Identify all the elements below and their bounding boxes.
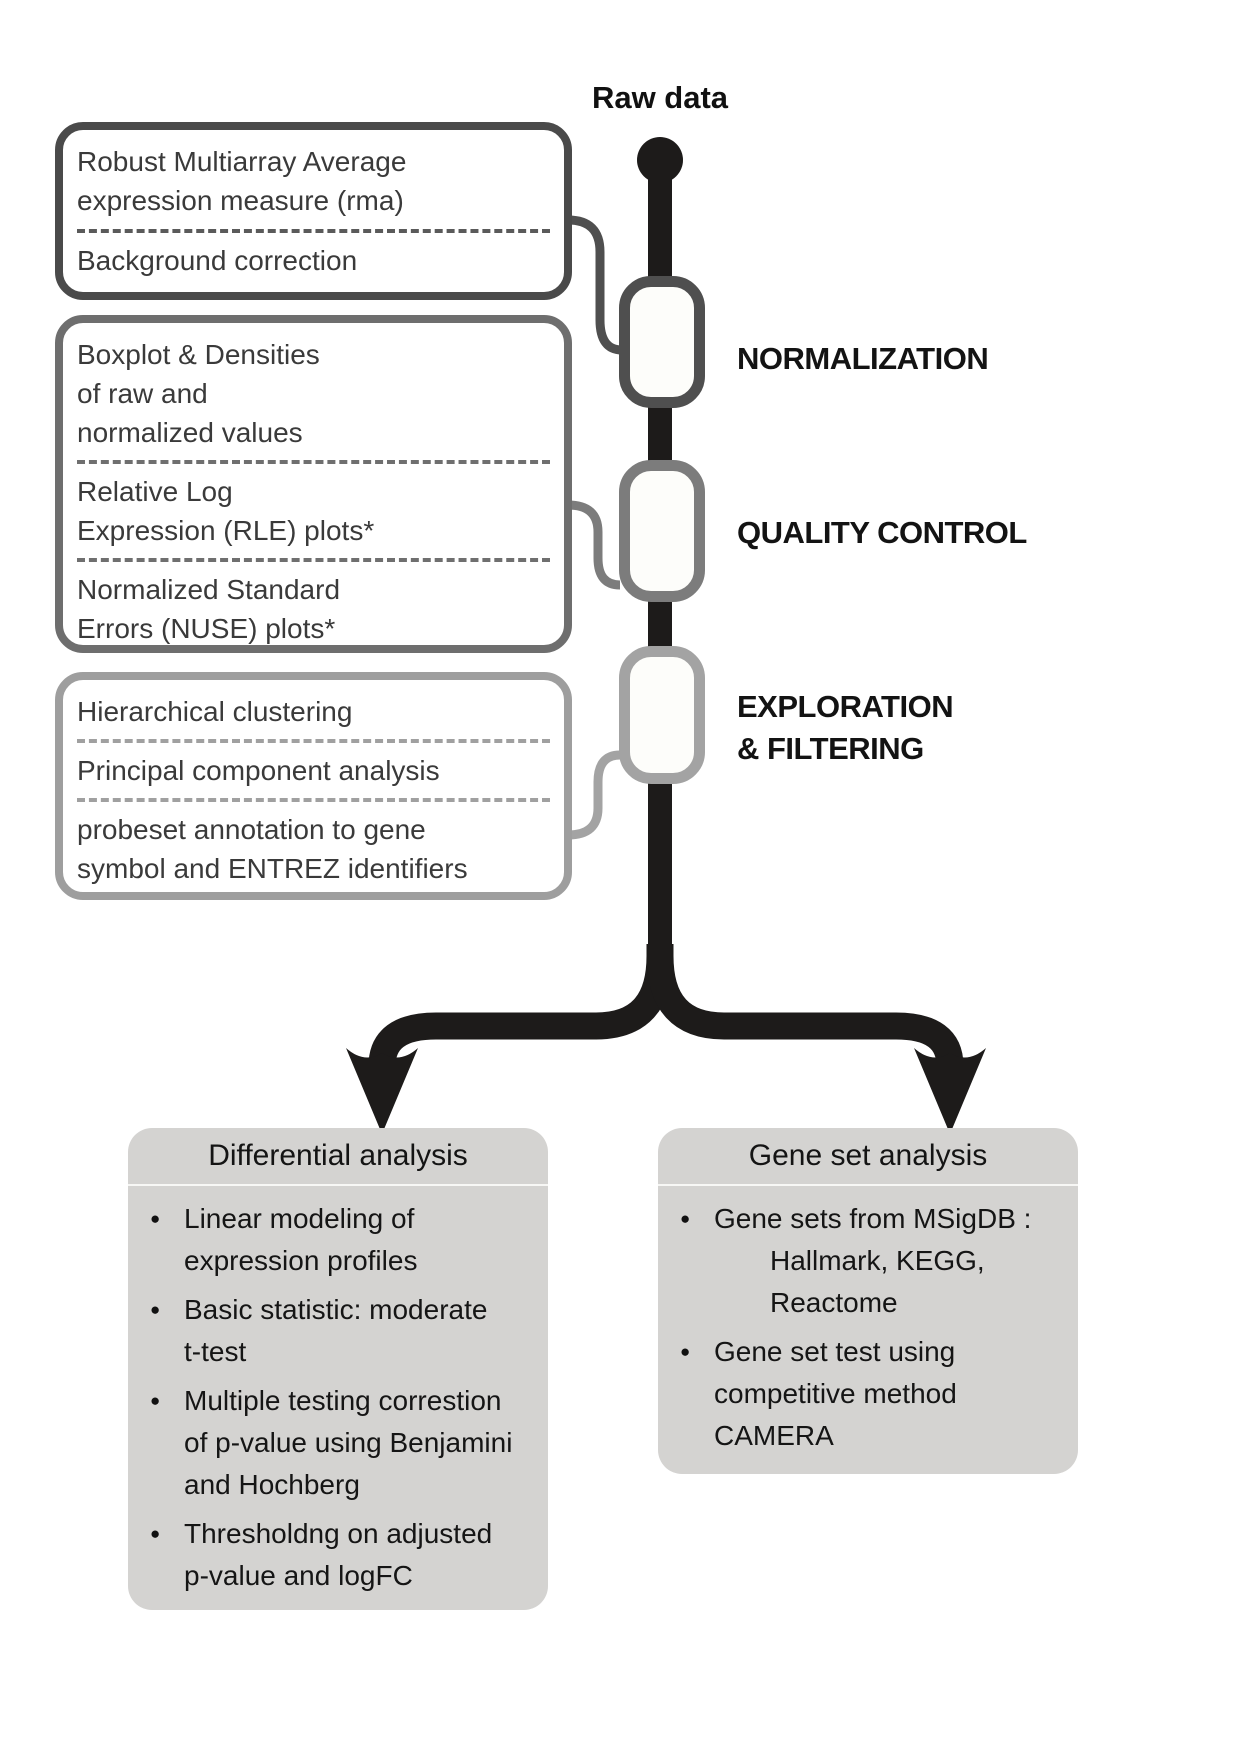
- step-line: probeset annotation to gene: [77, 814, 426, 845]
- step-section: [75, 806, 552, 892]
- panel-differential-analysis: [128, 1128, 548, 1610]
- dashed-divider: [77, 229, 550, 233]
- step-box-normalization: [55, 122, 572, 300]
- step-box-exploration: [55, 672, 572, 900]
- raw-data-label: Raw data: [591, 80, 729, 115]
- bullet-line: Hallmark, KEGG,: [770, 1245, 985, 1276]
- bullet-line: competitive method: [714, 1378, 957, 1409]
- step-line: of raw and: [77, 378, 208, 409]
- stage-label-normalization: [737, 338, 988, 380]
- bullet-line: t-test: [184, 1336, 247, 1367]
- bullet-line: Basic statistic: moderate: [184, 1294, 488, 1325]
- stage-label-line: QUALITY CONTROL: [737, 515, 1027, 550]
- panel-title: Differential analysis: [208, 1139, 468, 1172]
- list-item: [150, 1380, 538, 1506]
- step-section: [75, 237, 552, 284]
- bullet-line: p-value and logFC: [184, 1560, 413, 1591]
- step-section: [75, 688, 552, 735]
- step-line: Errors (NUSE) plots*: [77, 613, 336, 644]
- step-line: Robust Multiarray Average: [77, 146, 407, 178]
- bullet-line: CAMERA: [714, 1420, 834, 1451]
- step-section: [75, 468, 552, 554]
- stage-label-line: & FILTERING: [737, 731, 924, 766]
- connector-exploration: [568, 755, 620, 835]
- step-line: Principal component analysis: [77, 755, 440, 786]
- step-line: Relative Log: [77, 476, 233, 507]
- bullet-line: expression profiles: [184, 1245, 418, 1276]
- list-item: [150, 1513, 538, 1597]
- bullet-icon: ●: [150, 1300, 161, 1319]
- step-line: symbol and ENTREZ identifiers: [77, 853, 468, 884]
- bullet-icon: ●: [680, 1342, 691, 1361]
- panel-body: [658, 1186, 1078, 1474]
- step-line: Background correction: [77, 244, 358, 276]
- step-line: Expression (RLE) plots*: [77, 515, 375, 546]
- connector-normalization: [568, 220, 622, 350]
- list-item: [150, 1289, 538, 1373]
- step-section: [75, 747, 552, 794]
- step-line: Boxplot & Densities: [77, 339, 320, 370]
- stage-label-line: EXPLORATION: [737, 689, 954, 724]
- panel-title: Gene set analysis: [748, 1139, 988, 1172]
- branch-right-arm: [660, 956, 950, 1076]
- panel-body: [128, 1186, 548, 1614]
- list-item: [680, 1331, 1068, 1457]
- bullet-line: of p-value using Benjamini: [184, 1427, 513, 1458]
- stage-label-quality-control: [737, 512, 1027, 554]
- step-box-quality-control: [55, 315, 572, 653]
- step-line: normalized values: [77, 417, 303, 448]
- connector-quality-control: [568, 505, 620, 585]
- bullet-line: Gene set test using: [714, 1336, 956, 1367]
- bullet-line: Gene sets from MSigDB :: [714, 1203, 1032, 1234]
- bullet-line: and Hochberg: [184, 1469, 360, 1500]
- bullet-icon: ●: [150, 1209, 161, 1228]
- dashed-divider: [77, 739, 550, 743]
- dashed-divider: [77, 558, 550, 562]
- bullet-icon: ●: [680, 1209, 691, 1228]
- dashed-divider: [77, 798, 550, 802]
- step-section: [75, 331, 552, 456]
- bullet-icon: ●: [150, 1524, 161, 1543]
- bullet-icon: ●: [150, 1391, 161, 1410]
- bullet-line: Linear modeling of: [184, 1203, 415, 1234]
- stage-label-line: NORMALIZATION: [737, 341, 989, 376]
- bullet-line: Thresholdng on adjusted: [184, 1518, 493, 1549]
- step-line: Hierarchical clustering: [77, 696, 353, 727]
- step-section: [75, 566, 552, 652]
- dashed-divider: [77, 460, 550, 464]
- step-line: Normalized Standard: [77, 574, 341, 605]
- stage-node-quality-control: [619, 460, 705, 602]
- list-item: [150, 1198, 538, 1282]
- step-line: expression measure (rma): [77, 185, 404, 217]
- panel-gene-set-analysis: [658, 1128, 1078, 1474]
- branch-left-arm: [382, 944, 660, 1076]
- step-section: [75, 138, 552, 224]
- arrowhead-right-icon: [914, 1048, 986, 1134]
- stage-node-exploration: [619, 646, 705, 784]
- stage-label-exploration: [737, 686, 953, 770]
- list-item: [680, 1198, 1068, 1324]
- bullet-line: Reactome: [770, 1287, 898, 1318]
- bullet-line: Multiple testing correstion: [184, 1385, 502, 1416]
- arrowhead-left-icon: [346, 1048, 418, 1134]
- stage-node-normalization: [619, 276, 705, 408]
